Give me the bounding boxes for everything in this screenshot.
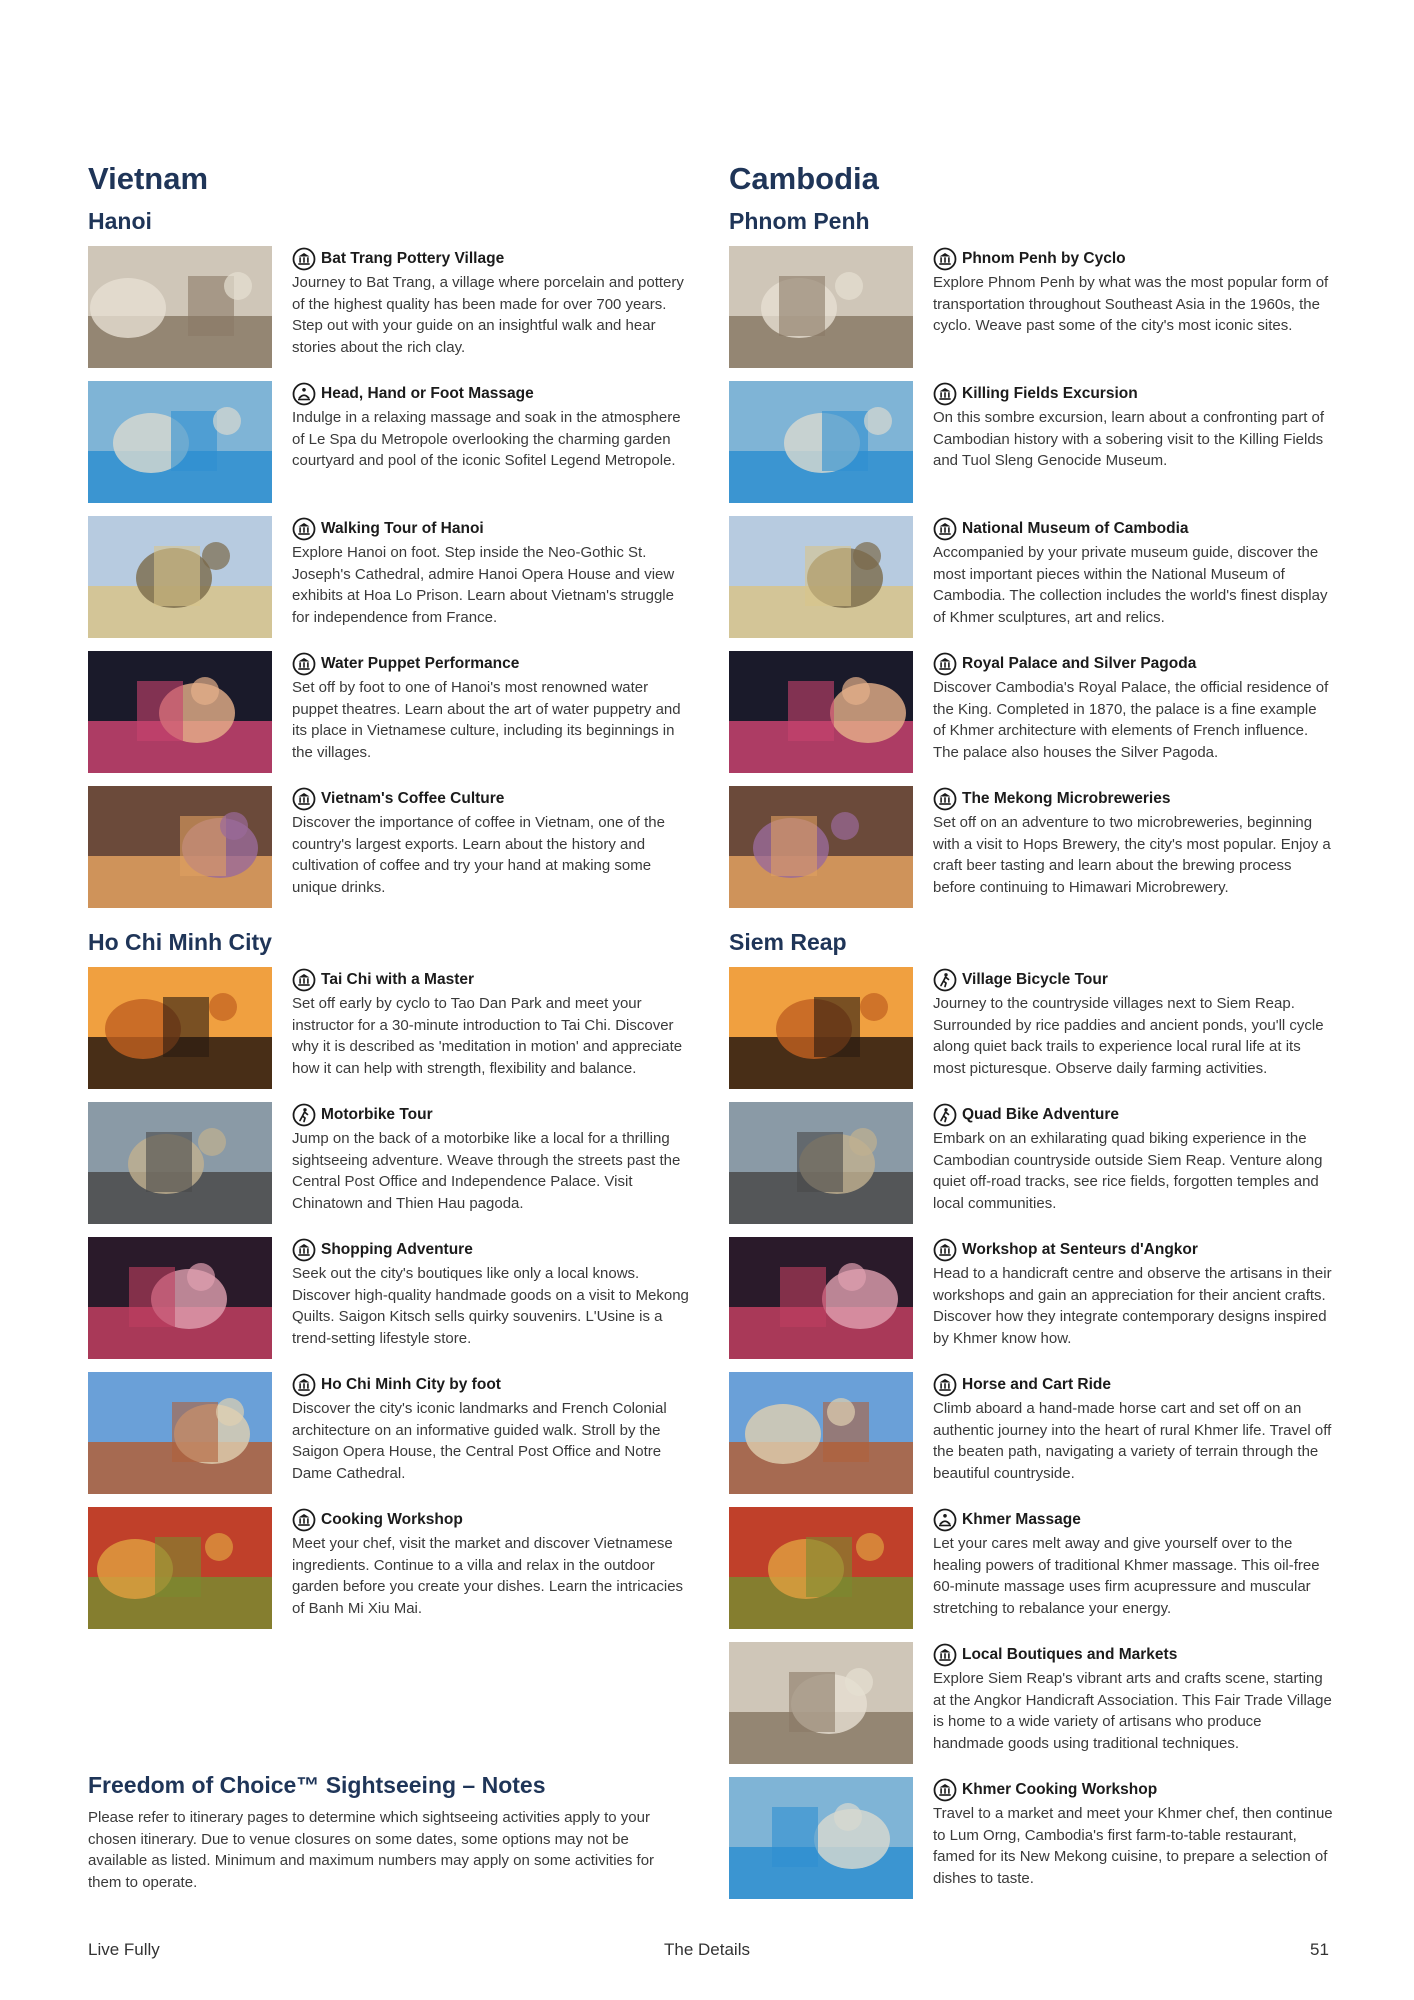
activity-title: Royal Palace and Silver Pagoda — [962, 655, 1197, 672]
activity-village-bicycle-tour — [729, 967, 1349, 1089]
landmark-icon — [933, 1373, 957, 1397]
hcmc-list — [88, 967, 708, 1629]
landmark-icon — [933, 652, 957, 676]
activity-title: Ho Chi Minh City by foot — [321, 1376, 501, 1393]
page-number: 51 — [1310, 1940, 1329, 1959]
footer-left: Live Fully — [88, 1940, 160, 1959]
activity-photo — [729, 246, 913, 368]
activity-photo — [729, 516, 913, 638]
vietnam-column — [88, 160, 708, 1642]
sightseeing-notes — [88, 1772, 688, 1893]
activity-photo — [88, 1102, 272, 1224]
landmark-icon — [292, 247, 316, 271]
activity-title: Motorbike Tour — [321, 1106, 433, 1123]
activity-head-hand-or-foot-massage — [88, 381, 708, 503]
activity-description: Set off by foot to one of Hanoi's most renowned water puppet theatres. Learn about the art of water puppetry and its place in Vietnamese culture, including its beginnings in the villages. — [292, 679, 681, 761]
cambodia-column — [729, 160, 1349, 1912]
activity-description: On this sombre excursion, learn about a confronting part of Cambodian history with a sobering visit to the Killing Fields and Tuol Sleng Genocide Museum. — [933, 409, 1325, 469]
activity-title: Khmer Cooking Workshop — [962, 1781, 1158, 1798]
city-heading-siem-reap: Siem Reap — [729, 929, 847, 955]
activity-description: Explore Siem Reap's vibrant arts and crafts scene, starting at the Angkor Handicraft Association. This Fair Trade Village is home to a wide variety of artisans who produce handmade goods using traditional techniques. — [933, 1670, 1332, 1752]
country-heading-vietnam: Vietnam — [88, 161, 209, 196]
country-heading-cambodia: Cambodia — [729, 161, 879, 196]
activity-photo — [88, 246, 272, 368]
activity-title: Walking Tour of Hanoi — [321, 520, 484, 537]
activity-title: Local Boutiques and Markets — [962, 1646, 1178, 1663]
landmark-icon — [933, 787, 957, 811]
activity-tai-chi-with-a-master — [88, 967, 708, 1089]
activity-photo — [729, 1372, 913, 1494]
landmark-icon — [933, 382, 957, 406]
activity-photo — [729, 1642, 913, 1764]
activity-horse-and-cart-ride — [729, 1372, 1349, 1494]
activity-photo — [729, 381, 913, 503]
activity-description: Explore Phnom Penh by what was the most popular form of transportation throughout Southeast Asia in the 1960s, the cyclo. Weave past some of the city's most iconic sites. — [933, 274, 1329, 334]
activity-khmer-massage — [729, 1507, 1349, 1629]
activity-bat-trang-pottery-village — [88, 246, 708, 368]
activity-photo — [729, 967, 913, 1089]
activity-photo — [729, 1507, 913, 1629]
activity-royal-palace-and-silver-pagoda — [729, 651, 1349, 773]
activity-photo — [729, 1777, 913, 1899]
activity-description: Set off early by cyclo to Tao Dan Park and meet your instructor for a 30-minute introduction to Tai Chi. Discover why it is described as 'meditation in motion' and appreciate how it can help with strength, flexibility and balance. — [292, 995, 683, 1077]
activity-title: Quad Bike Adventure — [962, 1106, 1120, 1123]
activity-title: Cooking Workshop — [321, 1511, 463, 1528]
notes-title: Freedom of Choice™ Sightseeing – Notes — [88, 1772, 546, 1798]
activity-photo — [729, 786, 913, 908]
activity-water-puppet-performance — [88, 651, 708, 773]
city-heading-phnom-penh: Phnom Penh — [729, 208, 870, 234]
activity-title: Shopping Adventure — [321, 1241, 473, 1258]
activity-photo — [88, 786, 272, 908]
activity-title: Village Bicycle Tour — [962, 971, 1108, 988]
landmark-icon — [292, 968, 316, 992]
activity-title: The Mekong Microbreweries — [962, 790, 1171, 807]
city-heading-hcmc: Ho Chi Minh City — [88, 929, 272, 955]
activity-the-mekong-microbreweries — [729, 786, 1349, 908]
activity-description: Indulge in a relaxing massage and soak in the atmosphere of Le Spa du Metropole overlooking the charming garden courtyard and pool of the iconic Sofitel Legend Metropole. — [292, 409, 681, 469]
activity-ho-chi-minh-city-by-foot — [88, 1372, 708, 1494]
activity-title: Tai Chi with a Master — [321, 971, 475, 988]
activity-photo — [88, 1372, 272, 1494]
activity-phnom-penh-by-cyclo — [729, 246, 1349, 368]
activity-photo — [88, 1507, 272, 1629]
city-heading-hanoi: Hanoi — [88, 208, 152, 234]
siem-reap-list — [729, 967, 1349, 1899]
notes-body: Please refer to itinerary pages to determine which sightseeing activities apply to your chosen itinerary. Due to venue closures on some dates, some options may not be available as listed. Minimum and maximum numbers may apply on some activities for them to operate. — [88, 1809, 655, 1891]
footer-center: The Details — [664, 1940, 750, 1959]
activity-description: Seek out the city's boutiques like only a local knows. Discover high-quality handmade goods on a visit to Mekong Quilts. Saigon Kitsch sells quirky souvenirs. L'Usine is a trend-setting lifestyle store. — [292, 1265, 689, 1347]
landmark-icon — [933, 1238, 957, 1262]
activity-motorbike-tour — [88, 1102, 708, 1224]
activity-killing-fields-excursion — [729, 381, 1349, 503]
activity-description: Discover Cambodia's Royal Palace, the official residence of the King. Completed in 1870, the palace is a fine example of Khmer architecture with elements of French influence. The palace also houses the Silver Pagoda. — [933, 679, 1329, 761]
activity-description: Explore Hanoi on foot. Step inside the Neo-Gothic St. Joseph's Cathedral, admire Hanoi Opera House and view exhibits at Hoa Lo Prison. Learn about Vietnam's struggle for independence from France. — [292, 544, 675, 626]
activity-quad-bike-adventure — [729, 1102, 1349, 1224]
activity-photo — [88, 651, 272, 773]
activity-vietnam-s-coffee-culture — [88, 786, 708, 908]
hanoi-list — [88, 246, 708, 908]
activity-description: Climb aboard a hand-made horse cart and set off on an authentic journey into the heart of rural Khmer life. Travel off the beaten path, navigating a variety of terrain through the beautiful countryside. — [933, 1400, 1332, 1482]
activity-title: Bat Trang Pottery Village — [321, 250, 505, 267]
activity-photo — [88, 516, 272, 638]
activity-local-boutiques-and-markets — [729, 1642, 1349, 1764]
active-icon — [292, 1103, 316, 1127]
activity-description: Head to a handicraft centre and observe the artisans in their workshops and gain an appreciation for their ancient crafts. Discover how they integrate contemporary designs inspired by Khmer know how. — [933, 1265, 1332, 1347]
landmark-icon — [933, 1778, 957, 1802]
activity-title: National Museum of Cambodia — [962, 520, 1189, 537]
activity-title: Head, Hand or Foot Massage — [321, 385, 534, 402]
landmark-icon — [292, 1373, 316, 1397]
landmark-icon — [933, 1643, 957, 1667]
activity-photo — [729, 651, 913, 773]
activity-description: Meet your chef, visit the market and discover Vietnamese ingredients. Continue to a villa and relax in the outdoor garden before you create your dishes. Learn the intricacies of Banh Mi Xiu Mai. — [292, 1535, 684, 1617]
activity-national-museum-of-cambodia — [729, 516, 1349, 638]
wellness-icon — [933, 1508, 957, 1532]
activity-photo — [88, 1237, 272, 1359]
landmark-icon — [933, 247, 957, 271]
activity-title: Workshop at Senteurs d'Angkor — [962, 1241, 1198, 1258]
activity-description: Journey to the countryside villages next to Siem Reap. Surrounded by rice paddies and ancient ponds, you'll cycle along quiet back trails to experience local rural life at its most picturesque. Observe daily farming activities. — [933, 995, 1324, 1077]
activity-photo — [729, 1237, 913, 1359]
activity-description: Journey to Bat Trang, a village where porcelain and pottery of the highest quality has been made for over 700 years. Step out with your guide on an insightful walk and hear stories about the rich clay. — [292, 274, 684, 356]
activity-description: Discover the city's iconic landmarks and French Colonial architecture on an informative guided walk. Stroll by the Saigon Opera House, the Central Post Office and Notre Dame Cathedral. — [292, 1400, 667, 1482]
activity-description: Travel to a market and meet your Khmer chef, then continue to Lum Orng, Cambodia's first farm-to-table restaurant, famed for its New Mekong cuisine, to prepare a selection of dishes to taste. — [933, 1805, 1333, 1887]
activity-description: Accompanied by your private museum guide, discover the most important pieces within the National Museum of Cambodia. The collection includes the world's finest display of Khmer sculptures, art and relics. — [933, 544, 1328, 626]
activity-workshop-at-senteurs-d-angkor — [729, 1237, 1349, 1359]
activity-photo — [88, 967, 272, 1089]
activity-title: Vietnam's Coffee Culture — [321, 790, 505, 807]
activity-description: Discover the importance of coffee in Vietnam, one of the country's largest exports. Learn about the history and cultivation of coffee and try your hand at making some unique drinks. — [292, 814, 665, 896]
landmark-icon — [292, 517, 316, 541]
activity-description: Jump on the back of a motorbike like a local for a thrilling sightseeing adventure. Weave through the streets past the Central Post Office and Independence Palace. Visit Chinatown and Thien Hau pagoda. — [292, 1130, 681, 1212]
activity-description: Let your cares melt away and give yourself over to the healing powers of traditional Khmer massage. This oil-free 60-minute massage uses firm acupressure and muscular stretching to rebalance your energy. — [933, 1535, 1320, 1617]
landmark-icon — [292, 1508, 316, 1532]
activity-photo — [88, 381, 272, 503]
activity-title: Water Puppet Performance — [321, 655, 520, 672]
landmark-icon — [292, 1238, 316, 1262]
activity-title: Horse and Cart Ride — [962, 1376, 1112, 1393]
phnom-penh-list — [729, 246, 1349, 908]
activity-title: Phnom Penh by Cyclo — [962, 250, 1126, 267]
activity-description: Embark on an exhilarating quad biking experience in the Cambodian countryside outside Siem Reap. Venture along quiet off-road tracks, see rice fields, forgotten temples and local communities. — [933, 1130, 1323, 1212]
activity-description: Set off on an adventure to two microbreweries, beginning with a visit to Hops Brewery, the city's most popular. Enjoy a craft beer tasting and learn about the brewing process before continuing to Himawari Microbrewery. — [933, 814, 1331, 896]
landmark-icon — [292, 787, 316, 811]
activity-khmer-cooking-workshop — [729, 1777, 1349, 1899]
activity-title: Khmer Massage — [962, 1511, 1081, 1528]
activity-photo — [729, 1102, 913, 1224]
activity-cooking-workshop — [88, 1507, 708, 1629]
activity-title: Killing Fields Excursion — [962, 385, 1138, 402]
activity-walking-tour-of-hanoi — [88, 516, 708, 638]
landmark-icon — [933, 517, 957, 541]
active-icon — [933, 1103, 957, 1127]
active-icon — [933, 968, 957, 992]
landmark-icon — [292, 652, 316, 676]
wellness-icon — [292, 382, 316, 406]
activity-shopping-adventure — [88, 1237, 708, 1359]
